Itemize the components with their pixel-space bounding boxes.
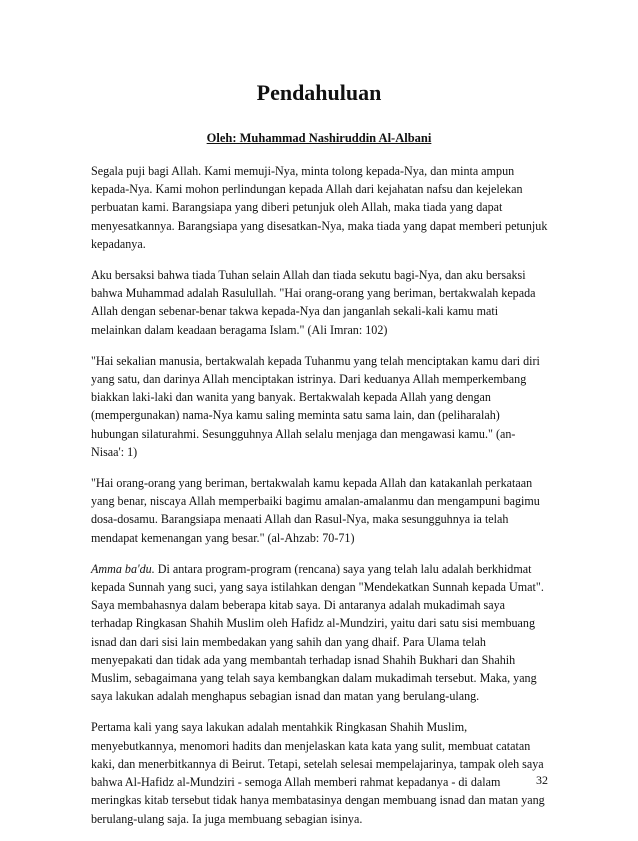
paragraph-testimony: Aku bersaksi bahwa tiada Tuhan selain Allah dan tiada sekutu bagi-Nya, dan aku bersaksi bahwa Muhammad adalah Rasulullah. "Hai orang-orang yang beriman, bertakwalah kepada Allah dengan sebenar-benar takwa kepada-Nya dan janganlah sekali-kali kamu mati melainkan dalam keadaan beragama Islam." (Ali Imran: 102) <box>91 268 536 337</box>
paragraph-amma-badu <box>91 560 549 706</box>
paragraph-first-work: Pertama kali yang saya lakukan adalah mentahkik Ringkasan Shahih Muslim, menyebutkannya, menomori hadits dan menjelaskan kata kata yang sulit, membuat catatan kaki, dan menerbitkannya di Beirut. Tetapi, setelah selesai mempelajarinya, tampak oleh saya bahwa Al-Hafidz al-Mundziri - semoga Allah memberi rahmat kepadanya - di dalam meringkas kitab tersebut tidak hanya membatasinya dengan membuang isnad dan matan yang berulang-ulang saja. Ia juga membuang sebagian isinya. <box>91 720 545 826</box>
paragraph-opening: Segala puji bagi Allah. Kami memuji-Nya, minta tolong kepada-Nya, dan minta ampun kepada-Nya. Kami mohon perlindungan kepada Allah dari kejahatan nafsu dan kejelekan perbuatan kami. Barangsiapa yang diberi petunjuk oleh Allah, maka tiada yang dapat menyesatkannya. Barangsiapa yang disesatkan-Nya, maka tiada yang dapat memberi petunjuk kepadanya. <box>91 164 548 251</box>
amma-badu-lead: Amma ba'du. <box>91 561 155 576</box>
paragraph-al-ahzab: "Hai orang-orang yang beriman, bertakwalah kamu kepada Allah dan katakanlah perkataan yang benar, niscaya Allah memperbaiki bagimu amalan-amalanmu dan mengampuni bagimu dosa-dosamu. Barangsiapa menaati Allah dan Rasul-Nya, maka sesungguhnya ia telah mendapat kemenangan yang besar." (al-Ahzab: 70-71) <box>91 476 540 545</box>
paragraph-an-nisaa: "Hai sekalian manusia, bertakwalah kepada Tuhanmu yang telah menciptakan kamu dari diri yang satu, dan darinya Allah menciptakan istrinya. Dari keduanya Allah memperkembang biakkan laki-laki dan wanita yang banyak. Bertakwalah kepada Allah yang dengan (mempergunakan) nama-Nya kamu saling meminta satu sama lain, dan (peliharalah) hubungan silaturahmi. Sesungguhnya Allah selalu menjaga dan mengawasi kamu." (an- Nisaa': 1) <box>91 353 540 459</box>
page-number: 32 <box>536 773 548 787</box>
page-title: Pendahuluan <box>256 80 382 105</box>
author-line: Oleh: Muhammad Nashiruddin Al-Albani <box>206 131 432 145</box>
amma-badu-text: Di antara program-program (rencana) saya yang telah lalu adalah berkhidmat kepada Sunnah yang suci, yang saya istilahkan dengan "Mendekatkan Sunnah kepada Umat". Saya membahasnya dalam beberapa kitab saya. Di antaranya adalah mukadimah saya terhadap Ringkasan Shahih Muslim oleh Hafidz al-Mundziri, yaitu dari satu sisi membuang isnad dan dari sisi lain membedakan yang sahih dan yang dhaif. Para Ulama telah menyepakati dan tidak ada yang membantah terhadap isnad Shahih Bukhari dan Shahih Muslim, sebagaimana yang telah saya kembangkan dalam mukadimah tersebut. Maka, yang saya lakukan adalah menghapus sebagian isnad dan matan yang berulang-ulang. <box>91 561 544 704</box>
body-text <box>91 162 549 841</box>
